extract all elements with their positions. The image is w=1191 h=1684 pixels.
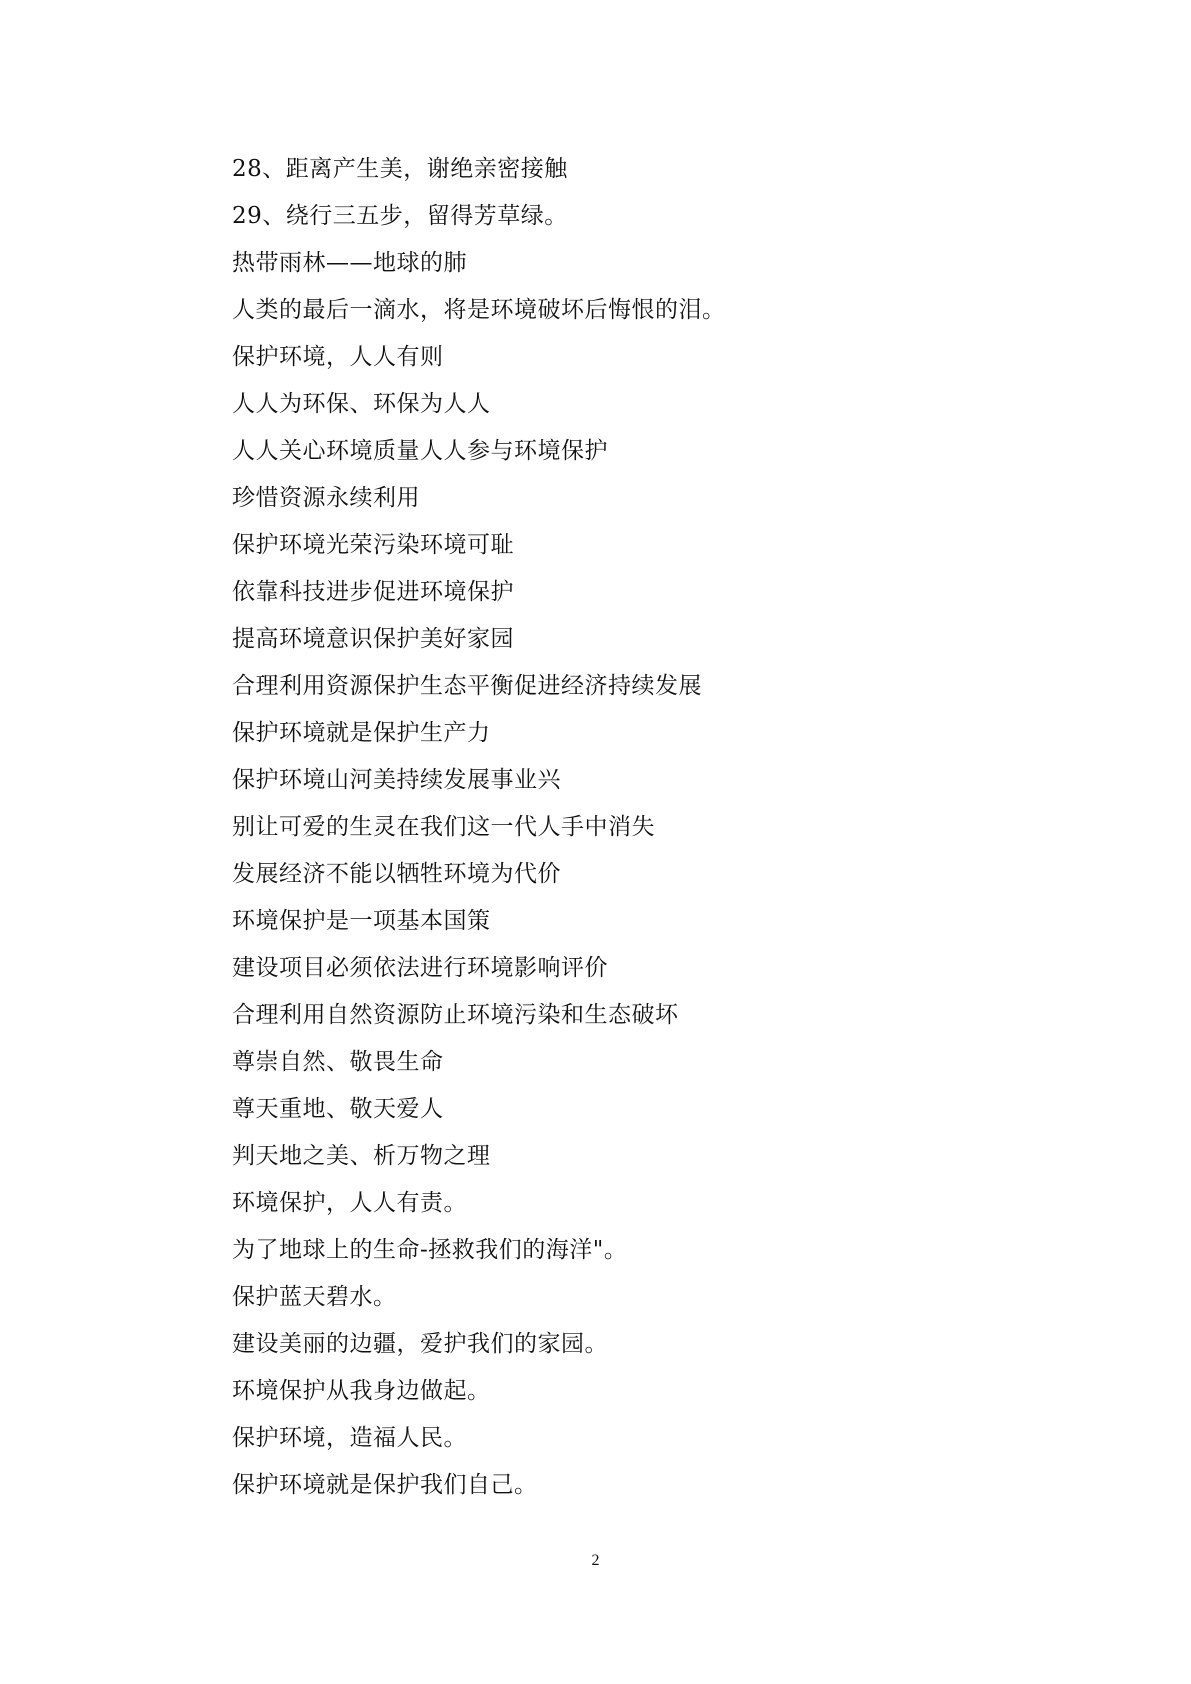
text-line: 合理利用资源保护生态平衡促进经济持续发展 [232, 673, 702, 699]
text-line: 合理利用自然资源防止环境污染和生态破坏 [232, 1002, 679, 1028]
page-number: 2 [591, 1552, 600, 1569]
text-line: 发展经济不能以牺牲环境为代价 [232, 861, 561, 887]
text-line: 人人为环保、环保为人人 [232, 391, 491, 417]
text-line: 29、绕行三五步，留得芳草绿。 [232, 203, 568, 229]
text-line: 建设美丽的边疆，爱护我们的家园。 [232, 1331, 608, 1357]
text-line: 尊天重地、敬天爱人 [232, 1096, 444, 1122]
text-line: 判天地之美、析万物之理 [232, 1143, 491, 1169]
text-line: 建设项目必须依法进行环境影响评价 [232, 955, 608, 981]
text-line: 别让可爱的生灵在我们这一代人手中消失 [232, 814, 655, 840]
text-line: 环境保护从我身边做起。 [232, 1378, 491, 1404]
text-line: 28、距离产生美，谢绝亲密接触 [232, 156, 568, 182]
text-line: 人人关心环境质量人人参与环境保护 [232, 438, 608, 464]
text-line: 保护环境山河美持续发展事业兴 [232, 767, 561, 793]
text-line: 为了地球上的生命-拯救我们的海洋"。 [232, 1237, 628, 1263]
slogan-list [232, 146, 1032, 1509]
text-line: 提高环境意识保护美好家园 [232, 626, 514, 652]
text-line: 保护环境，人人有则 [232, 344, 444, 370]
text-line: 保护环境，造福人民。 [232, 1425, 467, 1451]
text-line: 依靠科技进步促进环境保护 [232, 579, 514, 605]
text-line: 保护环境光荣污染环境可耻 [232, 532, 514, 558]
text-line: 珍惜资源永续利用 [232, 485, 420, 511]
text-line: 人类的最后一滴水，将是环境破坏后悔恨的泪。 [232, 297, 726, 323]
text-line: 环境保护是一项基本国策 [232, 908, 491, 934]
text-line: 保护环境就是保护生产力 [232, 720, 491, 746]
text-line: 热带雨林——地球的肺 [232, 250, 467, 276]
text-line: 保护环境就是保护我们自己。 [232, 1472, 538, 1498]
text-line: 保护蓝天碧水。 [232, 1284, 397, 1310]
text-line: 环境保护，人人有责。 [232, 1190, 467, 1216]
text-line: 尊崇自然、敬畏生命 [232, 1049, 444, 1075]
